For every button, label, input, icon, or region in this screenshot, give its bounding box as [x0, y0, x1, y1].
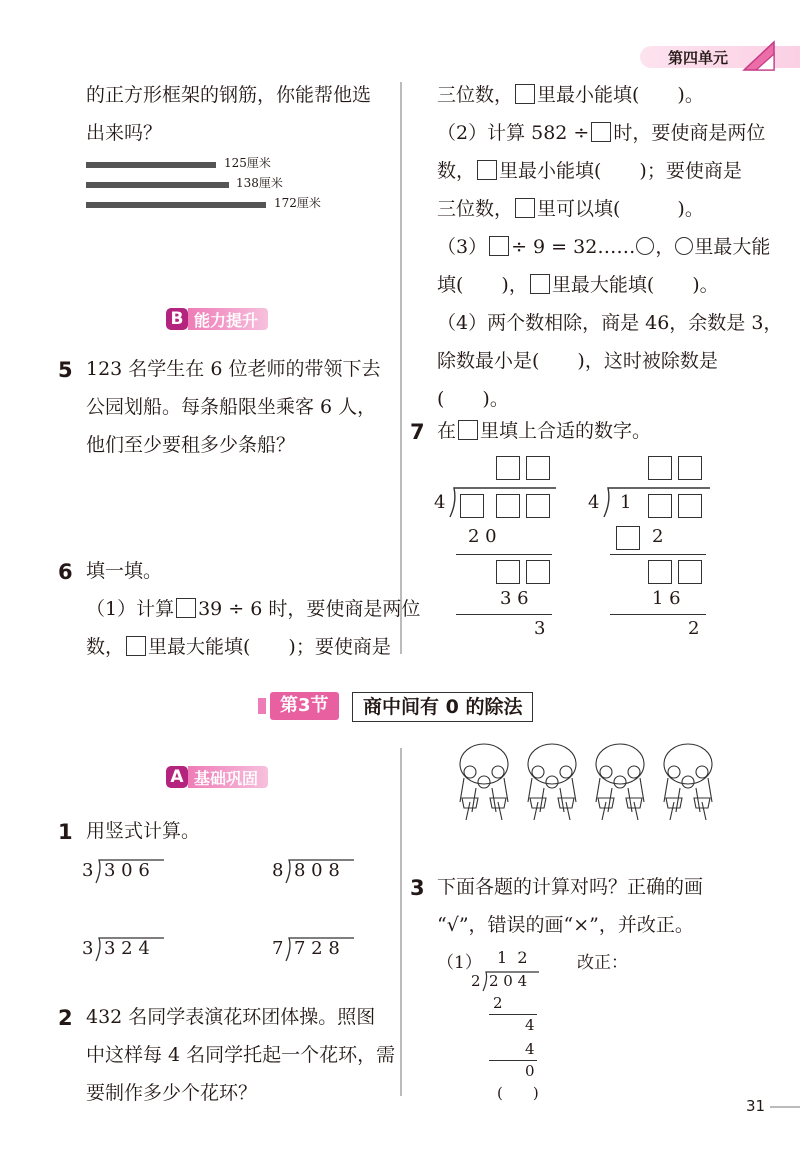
text-fragment: 填( )， [437, 274, 528, 296]
divisor: 2 [471, 972, 481, 990]
judgement-blank[interactable]: ( ) [497, 1084, 539, 1102]
quotient-box[interactable] [678, 456, 702, 480]
blank-circle[interactable] [636, 237, 654, 255]
text-line: 432 名同学表演花环团体操。照图 [86, 1006, 376, 1028]
text-line: ( )。 [437, 388, 509, 410]
text-line [437, 228, 770, 266]
unit-header [640, 40, 800, 76]
page-number: 31 [746, 1097, 766, 1115]
dividend: 8 0 8 [294, 860, 340, 881]
divisor: 7 [272, 938, 284, 959]
section-badge: B [166, 308, 188, 330]
blank-box[interactable] [515, 84, 535, 104]
step-digit: 0 [525, 1062, 535, 1080]
dividend: 3 0 6 [104, 860, 150, 881]
item-label: （1） [437, 953, 482, 973]
divisor: 3 [82, 860, 94, 881]
triangle-ruler-icon [742, 40, 782, 72]
blank-circle[interactable] [675, 237, 693, 255]
text-line [86, 590, 420, 628]
children-with-hoops-illustration [452, 742, 722, 824]
quotient-box[interactable] [648, 456, 672, 480]
text-fragment: 里填上合适的数字。 [480, 420, 652, 442]
step-digit: 2 [493, 994, 503, 1012]
page-number-rule [770, 1106, 800, 1108]
dividend-box[interactable] [678, 494, 702, 518]
dividend-box[interactable] [648, 494, 672, 518]
heading-mark [258, 698, 266, 714]
text-fragment: 三位数， [437, 198, 514, 220]
dividend: 7 2 8 [294, 938, 340, 959]
text-fragment: 39 ÷ 6 时，要使商是两位 [198, 598, 421, 620]
text-fragment: 时，要使商是两位 [613, 122, 766, 144]
rebar-bar [86, 162, 216, 168]
text-line: 他们至少要租多少条船？ [86, 434, 296, 456]
question-number: 1 [58, 820, 73, 844]
dividend-box[interactable] [496, 494, 520, 518]
correction-label: 改正： [577, 953, 628, 973]
step-digits: 2 [652, 526, 664, 547]
blank-box[interactable] [515, 198, 535, 218]
step-box[interactable] [526, 560, 550, 584]
text-line: 要制作多少个花环？ [86, 1082, 258, 1104]
dividend: 2 0 4 [489, 972, 528, 990]
question-title: 填一填。 [86, 560, 163, 582]
step-digits: 1 6 [652, 588, 681, 609]
subtraction-line [456, 614, 552, 615]
step-box[interactable] [648, 560, 672, 584]
text-line: “√”，错误的画“×”，并改正。 [437, 914, 694, 936]
text-fragment: 三位数， [437, 84, 514, 106]
text-fragment: 里最小能填( )。 [537, 84, 704, 106]
question-number: 3 [410, 876, 425, 900]
text-fragment: 数， [437, 160, 476, 182]
question-number: 7 [410, 420, 425, 444]
section-title: 商中间有 0 的除法 [352, 692, 533, 722]
blank-box[interactable] [176, 598, 196, 618]
question-number: 6 [58, 560, 73, 584]
divisor: 4 [588, 492, 600, 513]
subtraction-line [610, 614, 706, 615]
section-b-tab [166, 308, 268, 330]
divisor: 3 [82, 938, 94, 959]
dividend-box[interactable] [460, 494, 484, 518]
text-line: 公园划船。每条船限坐乘客 6 人， [86, 396, 377, 418]
rebar-label: 138厘米 [236, 176, 283, 190]
blank-box[interactable] [126, 636, 146, 656]
question-number: 5 [58, 358, 73, 382]
text-line [437, 76, 704, 114]
checked-division [437, 946, 737, 1106]
text-fragment: （1）计算 [86, 598, 175, 620]
subtraction-line [610, 554, 706, 555]
text-line: 的正方形框架的钢筋，你能帮他选 [86, 84, 372, 106]
blank-box[interactable] [458, 420, 478, 440]
section-badge: A [166, 766, 188, 788]
rebar-bar [86, 182, 229, 188]
rebar-bar [86, 202, 266, 208]
text-line [437, 152, 742, 190]
text-line [86, 628, 391, 666]
step-digit: 4 [525, 1016, 535, 1034]
dividend-digit: 1 [620, 492, 632, 513]
text-line: 出来吗？ [86, 122, 163, 144]
remainder: 2 [688, 618, 700, 639]
text-line: 下面各题的计算对吗？正确的画 [437, 876, 704, 898]
text-fragment: （3） [437, 236, 488, 258]
question-number: 2 [58, 1006, 73, 1030]
quotient: 1 2 [497, 948, 528, 967]
divisor: 8 [272, 860, 284, 881]
text-fragment: 里可以填( )。 [537, 198, 704, 220]
step-digit: 4 [525, 1040, 535, 1058]
step-digits: 3 6 [500, 588, 529, 609]
dividend-box[interactable] [526, 494, 550, 518]
text-fragment: 在 [437, 420, 457, 442]
blank-box[interactable] [530, 274, 550, 294]
text-line: 除数最小是( )，这时被除数是 [437, 350, 718, 372]
rebar-figure [86, 154, 346, 214]
section-3-heading [258, 690, 548, 724]
long-division-1 [430, 454, 570, 644]
text-fragment: （2）计算 582 ÷ [437, 122, 590, 144]
section-title: 基础巩固 [188, 766, 268, 788]
divisor: 4 [434, 492, 446, 513]
quotient-box[interactable] [496, 456, 520, 480]
text-fragment: 里最大能填( )。 [551, 274, 719, 296]
text-fragment: ， [655, 236, 675, 258]
text-line: （4）两个数相除，商是 46，余数是 3， [437, 312, 783, 334]
text-fragment: 数， [86, 636, 125, 658]
subtraction-line [456, 554, 552, 555]
column-divider-bottom [400, 748, 402, 1096]
blank-box[interactable] [489, 236, 509, 256]
question-title: 用竖式计算。 [86, 820, 201, 842]
text-line [437, 412, 651, 450]
text-line [437, 190, 704, 228]
quotient-box[interactable] [526, 456, 550, 480]
step-box[interactable] [678, 560, 702, 584]
text-line [437, 266, 719, 304]
text-line [437, 114, 765, 152]
long-division-2 [584, 454, 724, 644]
rebar-label: 125厘米 [224, 156, 271, 170]
text-line: 中这样每 4 名同学托起一个花环，需 [86, 1044, 396, 1066]
text-line: 123 名学生在 6 位老师的带领下去 [86, 358, 381, 380]
step-box[interactable] [616, 526, 640, 550]
dividend: 3 2 4 [104, 938, 150, 959]
text-fragment: 里最大能 [694, 236, 771, 258]
unit-label: 第四单元 [668, 49, 729, 67]
blank-box[interactable] [591, 122, 611, 142]
section-a-tab [166, 766, 268, 788]
remainder: 3 [534, 618, 546, 639]
text-fragment: 里最小能填( )；要使商是 [499, 160, 742, 182]
column-divider-top [400, 82, 402, 654]
step-digits: 2 0 [468, 526, 497, 547]
text-fragment: 里最大能填( )；要使商是 [148, 636, 391, 658]
step-box[interactable] [496, 560, 520, 584]
rebar-label: 172厘米 [274, 196, 321, 210]
blank-box[interactable] [477, 160, 497, 180]
section-tag: 第3节 [270, 692, 339, 720]
text-fragment: ÷ 9 = 32…… [511, 236, 636, 258]
section-title: 能力提升 [188, 308, 268, 330]
